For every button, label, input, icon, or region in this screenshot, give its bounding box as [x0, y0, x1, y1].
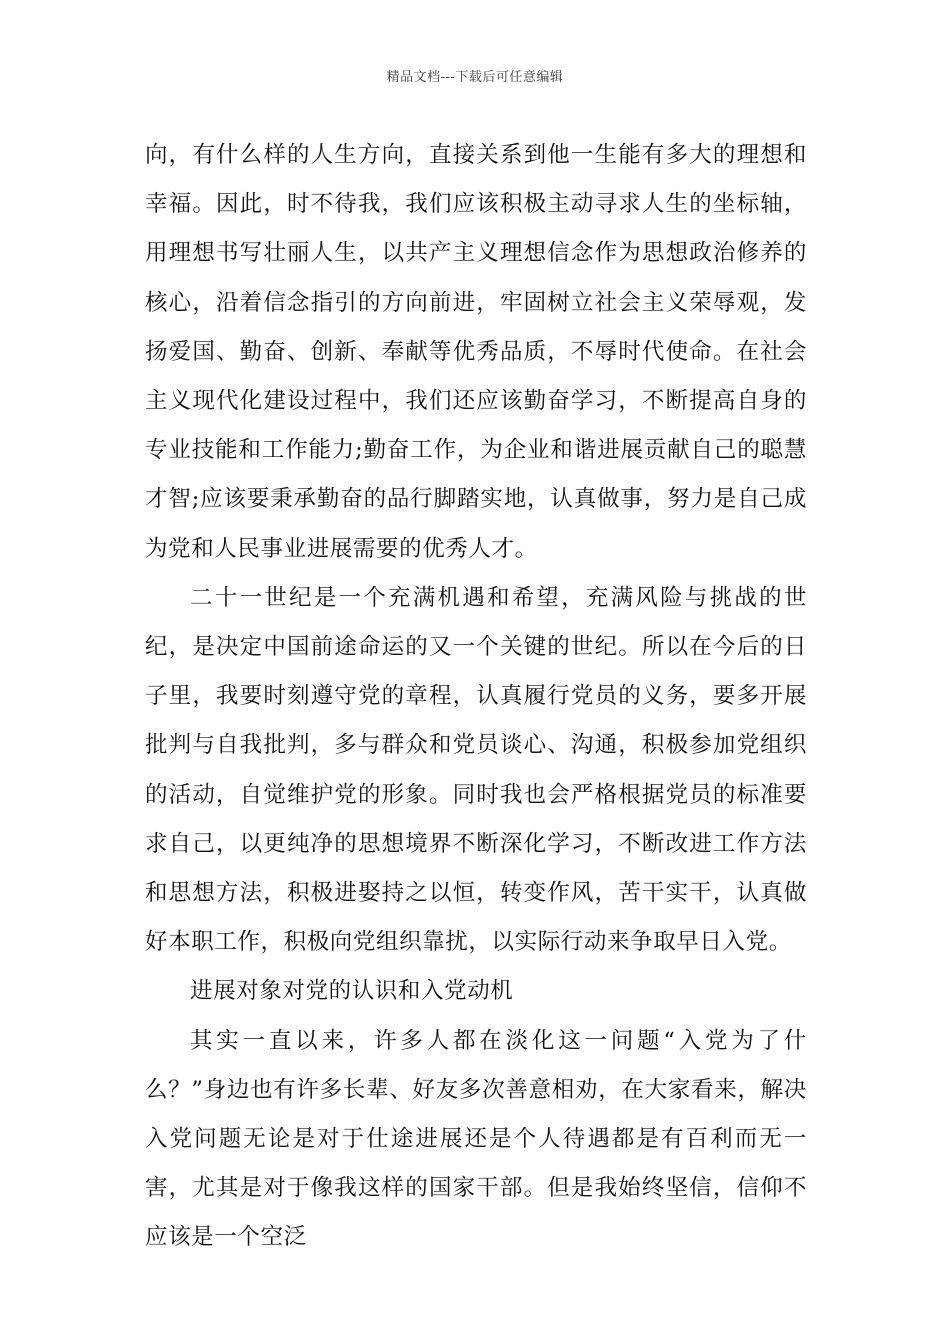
- section-heading: 进展对象对党的认识和入党动机: [190, 978, 514, 1005]
- paragraph-twenty-first-century: 二十一世纪是一个充满机遇和希望，充满风险与挑战的世纪，是决定中国前途命运的又一个关键的世纪。所以在今后的日子里，我要时刻遵守党的章程，认真履行党员的义务，要多开展批判与自我批判，多与群众和党员谈心、沟通，积极参加党组织的活动，自觉维护党的形象。同时我也会严格根据党员的标准要求自己，以更纯净的思想境界不断深化学习，不断改进工作方法和思想方法，积极进娶持之以恒，转变作风，苦干实干，认真做好本职工作，积极向党组织靠扰，以实际行动来争取早日入党。: [145, 584, 807, 956]
- document-body: [145, 131, 807, 1263]
- page-header: 精品文档---下载后可任意编辑: [386, 70, 564, 85]
- paragraph-party-motivation: 其实一直以来，许多人都在淡化这一问题“入党为了什么？”身边也有许多长辈、好友多次善意相劝，在大家看来，解决入党问题无论是对于仕途进展还是个人待遇都是有百利而无一害，尤其是对于像我这样的国家干部。但是我始终坚信，信仰不应该是一个空泛: [145, 1027, 807, 1251]
- paragraph-continuation: 向，有什么样的人生方向，直接关系到他一生能有多大的理想和幸福。因此，时不待我，我们应该积极主动寻求人生的坐标轴，用理想书写壮丽人生，以共产主义理想信念作为思想政治修养的核心，沿着信念指引的方向前进，牢固树立社会主义荣辱观，发扬爱国、勤奋、创新、奉献等优秀品质，不辱时代使命。在社会主义现代化建设过程中，我们还应该勤奋学习，不断提高自身的专业技能和工作能力;勤奋工作，为企业和谐进展贡献自己的聪慧才智;应该要秉承勤奋的品行脚踏实地，认真做事，努力是自己成为党和人民事业进展需要的优秀人才。: [145, 142, 807, 562]
